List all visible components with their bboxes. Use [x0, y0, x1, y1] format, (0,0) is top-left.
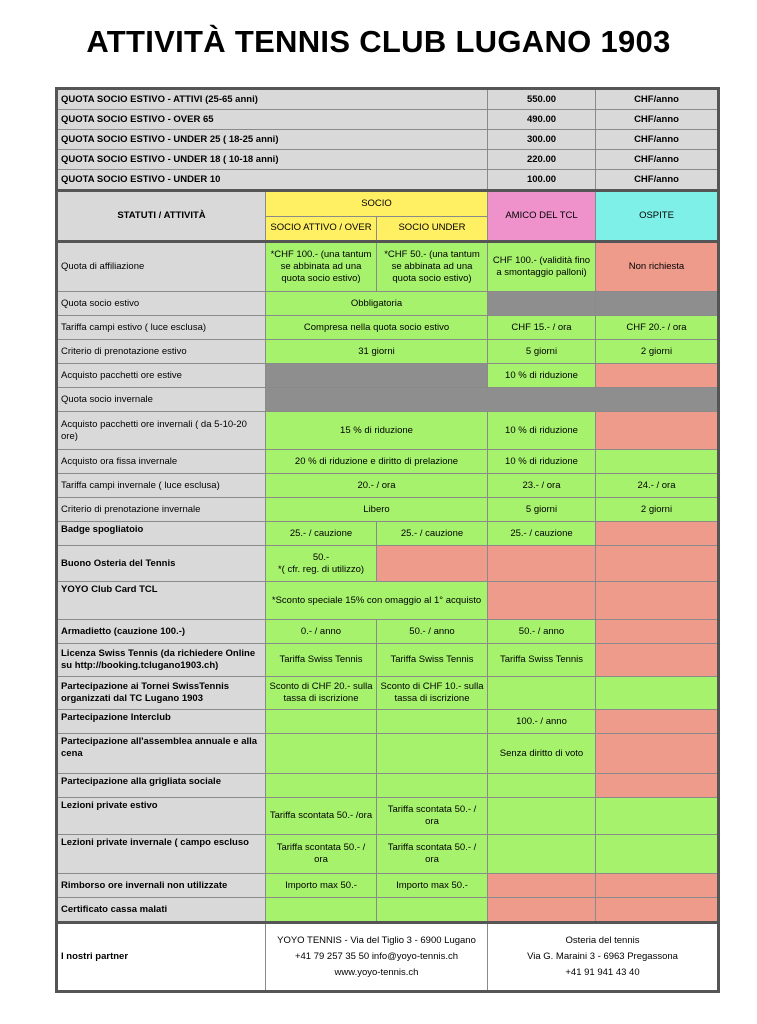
fee-amount: 100.00 [488, 170, 596, 191]
activities-table [55, 87, 720, 993]
row-label: Badge spogliatoio [57, 522, 266, 546]
partners-row [57, 923, 719, 992]
cell-attivo: Tariffa scontata 50.- /ora [266, 798, 377, 835]
row-label: Quota socio estivo [57, 292, 266, 316]
header-socio: SOCIO [266, 191, 488, 217]
header-row [57, 191, 719, 217]
row-label: Quota di affiliazione [57, 242, 266, 292]
cell-amico [488, 835, 596, 874]
fee-row [57, 89, 719, 110]
partners-label: I nostri partner [57, 923, 266, 992]
cell-under: Sconto di CHF 10.- sulla tassa di iscrizione [377, 677, 488, 710]
table-row [57, 292, 719, 316]
table-row [57, 620, 719, 644]
cell-ospite [596, 364, 719, 388]
cell-socio [266, 364, 488, 388]
header-ospite: OSPITE [596, 191, 719, 242]
cell-attivo: Importo max 50.- [266, 874, 377, 898]
cell-attivo [266, 774, 377, 798]
table-row [57, 582, 719, 620]
row-label: Buono Osteria del Tennis [57, 546, 266, 582]
cell-attivo: 25.- / cauzione [266, 522, 377, 546]
cell-socio: 31 giorni [266, 340, 488, 364]
table-row [57, 450, 719, 474]
cell-under [377, 710, 488, 734]
cell-ospite [596, 546, 719, 582]
cell-amico: 10 % di riduzione [488, 450, 596, 474]
cell-ospite [596, 677, 719, 710]
row-label: Acquisto ora fissa invernale [57, 450, 266, 474]
row-label: Criterio di prenotazione invernale [57, 498, 266, 522]
cell-attivo: Tariffa Swiss Tennis [266, 644, 377, 677]
cell-ospite [596, 734, 719, 774]
fee-row [57, 150, 719, 170]
fee-label: QUOTA SOCIO ESTIVO - UNDER 18 ( 10-18 anni) [57, 150, 488, 170]
fee-label: QUOTA SOCIO ESTIVO - ATTIVI (25-65 anni) [57, 89, 488, 110]
fee-row [57, 110, 719, 130]
cell-ospite [596, 835, 719, 874]
page-title: ATTIVITÀ TENNIS CLUB LUGANO 1903 [86, 24, 671, 59]
table-row [57, 710, 719, 734]
cell-under [377, 734, 488, 774]
row-label: Tariffa campi invernale ( luce esclusa) [57, 474, 266, 498]
fee-label: QUOTA SOCIO ESTIVO - UNDER 25 ( 18-25 anni) [57, 130, 488, 150]
partner-osteria-name: Osteria del tennis [565, 935, 640, 946]
row-label: Rimborso ore invernali non utilizzate [57, 874, 266, 898]
fee-unit: CHF/anno [596, 150, 719, 170]
cell-amico: Senza diritto di voto [488, 734, 596, 774]
cell-under: Tariffa Swiss Tennis [377, 644, 488, 677]
header-socio-attivo: SOCIO ATTIVO / OVER [266, 216, 377, 242]
fee-amount: 490.00 [488, 110, 596, 130]
row-label: Tariffa campi estivo ( luce esclusa) [57, 316, 266, 340]
cell-ospite [596, 798, 719, 835]
cell-socio: Libero [266, 498, 488, 522]
table-row [57, 474, 719, 498]
cell-attivo [266, 710, 377, 734]
fee-unit: CHF/anno [596, 130, 719, 150]
cell-amico [488, 874, 596, 898]
header-statuti: STATUTI / ATTIVITÀ [57, 191, 266, 242]
cell-amico [488, 798, 596, 835]
cell-amico: 5 giorni [488, 498, 596, 522]
cell-socio: 20 % di riduzione e diritto di prelazione [266, 450, 488, 474]
table-row [57, 522, 719, 546]
cell-amico: 23.- / ora [488, 474, 596, 498]
cell-ospite: 2 giorni [596, 340, 719, 364]
fee-amount: 550.00 [488, 89, 596, 110]
cell-under [377, 546, 488, 582]
cell-socio: Obbligatoria [266, 292, 488, 316]
cell-amico: Tariffa Swiss Tennis [488, 644, 596, 677]
cell-amico: 100.- / anno [488, 710, 596, 734]
cell-under: *CHF 50.- (una tantum se abbinata ad una quota socio estivo) [377, 242, 488, 292]
cell-under [377, 898, 488, 923]
table-row [57, 874, 719, 898]
cell-ospite [596, 774, 719, 798]
cell-under: Tariffa scontata 50.- / ora [377, 835, 488, 874]
cell-amico [488, 292, 596, 316]
cell-attivo: 0.- / anno [266, 620, 377, 644]
table-row [57, 242, 719, 292]
table-row [57, 316, 719, 340]
osteria-note: *( cfr. reg. di utilizzo) [277, 563, 365, 575]
table-row [57, 546, 719, 582]
header-amico: AMICO DEL TCL [488, 191, 596, 242]
cell-socio: Compresa nella quota socio estivo [266, 316, 488, 340]
row-label: Quota socio invernale [57, 388, 266, 412]
fee-unit: CHF/anno [596, 110, 719, 130]
row-label: Partecipazione alla grigliata sociale [57, 774, 266, 798]
cell-ospite [596, 620, 719, 644]
row-label: Certificato cassa malati [57, 898, 266, 923]
cell-ospite [596, 450, 719, 474]
table-row [57, 388, 719, 412]
cell-amico: 50.- / anno [488, 620, 596, 644]
cell-under: 50.- / anno [377, 620, 488, 644]
partner-osteria-phone: +41 91 941 43 40 [565, 967, 640, 978]
fee-unit: CHF/anno [596, 170, 719, 191]
row-label: Partecipazione ai Tornei SwissTennis organizzati dal TC Lugano 1903 [57, 677, 266, 710]
row-label: Acquisto pacchetti ore estive [57, 364, 266, 388]
cell-amico: 25.- / cauzione [488, 522, 596, 546]
cell-ospite [596, 874, 719, 898]
cell-amico: 5 giorni [488, 340, 596, 364]
cell-ospite [596, 522, 719, 546]
cell-socio: 15 % di riduzione [266, 412, 488, 450]
cell-amico [488, 677, 596, 710]
table-row [57, 798, 719, 835]
fee-unit: CHF/anno [596, 89, 719, 110]
partner-yoyo [266, 923, 488, 992]
fee-amount: 300.00 [488, 130, 596, 150]
row-label: Lezioni private estivo [57, 798, 266, 835]
cell-amico [488, 582, 596, 620]
header-socio-under: SOCIO UNDER [377, 216, 488, 242]
cell-ospite [596, 412, 719, 450]
cell-amico [488, 774, 596, 798]
cell-attivo: *CHF 100.- (una tantum se abbinata ad una quota socio estivo) [266, 242, 377, 292]
partner-yoyo-contact: +41 79 257 35 50 info@yoyo-tennis.ch [294, 951, 459, 962]
row-label: Lezioni private invernale ( campo escluso [57, 835, 266, 874]
cell-socio: *Sconto speciale 15% con omaggio al 1° acquisto [266, 582, 488, 620]
row-label: Partecipazione Interclub [57, 710, 266, 734]
cell-amico: 10 % di riduzione [488, 364, 596, 388]
table-row [57, 340, 719, 364]
cell-attivo: Sconto di CHF 20.- sulla tassa di iscrizione [266, 677, 377, 710]
cell-attivo [266, 734, 377, 774]
row-label: Criterio di prenotazione estivo [57, 340, 266, 364]
cell-ospite: Non richiesta [596, 242, 719, 292]
cell-socio: 20.- / ora [266, 474, 488, 498]
row-label: Licenza Swiss Tennis (da richiedere Online su http://booking.tclugano1903.ch) [57, 644, 266, 677]
cell-attivo: Tariffa scontata 50.- / ora [266, 835, 377, 874]
partner-osteria-address: Via G. Maraini 3 - 6963 Pregassona [527, 951, 678, 962]
cell-attivo [266, 546, 377, 582]
fee-row [57, 170, 719, 191]
table-row [57, 677, 719, 710]
table-row [57, 364, 719, 388]
table-row [57, 774, 719, 798]
row-label: Partecipazione all'assemblea annuale e alla cena [57, 734, 266, 774]
cell-ospite [596, 292, 719, 316]
cell-under: 25.- / cauzione [377, 522, 488, 546]
cell-amico [488, 898, 596, 923]
cell-under [377, 774, 488, 798]
fee-label: QUOTA SOCIO ESTIVO - UNDER 10 [57, 170, 488, 191]
cell-ospite [596, 644, 719, 677]
table-row [57, 898, 719, 923]
cell-ospite: CHF 20.- / ora [596, 316, 719, 340]
cell-amico: CHF 100.- (validità fino a smontaggio palloni) [488, 242, 596, 292]
partner-yoyo-address: YOYO TENNIS - Via del Tiglio 3 - 6900 Lugano [277, 935, 476, 946]
partner-yoyo-website: www.yoyo-tennis.ch [334, 967, 419, 978]
osteria-value: 50.- [312, 551, 330, 563]
table-row [57, 644, 719, 677]
cell-amico: CHF 15.- / ora [488, 316, 596, 340]
cell-ospite [596, 710, 719, 734]
table-row [57, 734, 719, 774]
row-label: Armadietto (cauzione 100.-) [57, 620, 266, 644]
cell-amico [488, 546, 596, 582]
fee-label: QUOTA SOCIO ESTIVO - OVER 65 [57, 110, 488, 130]
cell-ospite [596, 582, 719, 620]
cell-under: Tariffa scontata 50.- / ora [377, 798, 488, 835]
row-label: YOYO Club Card TCL [57, 582, 266, 620]
table-row [57, 412, 719, 450]
cell-ospite: 24.- / ora [596, 474, 719, 498]
cell-under: Importo max 50.- [377, 874, 488, 898]
cell-all [266, 388, 719, 412]
fee-amount: 220.00 [488, 150, 596, 170]
cell-attivo [266, 898, 377, 923]
row-label: Acquisto pacchetti ore invernali ( da 5-10-20 ore) [57, 412, 266, 450]
fee-row [57, 130, 719, 150]
table-row [57, 498, 719, 522]
table-row [57, 835, 719, 874]
partner-osteria [488, 923, 719, 992]
cell-amico: 10 % di riduzione [488, 412, 596, 450]
cell-ospite: 2 giorni [596, 498, 719, 522]
cell-ospite [596, 898, 719, 923]
